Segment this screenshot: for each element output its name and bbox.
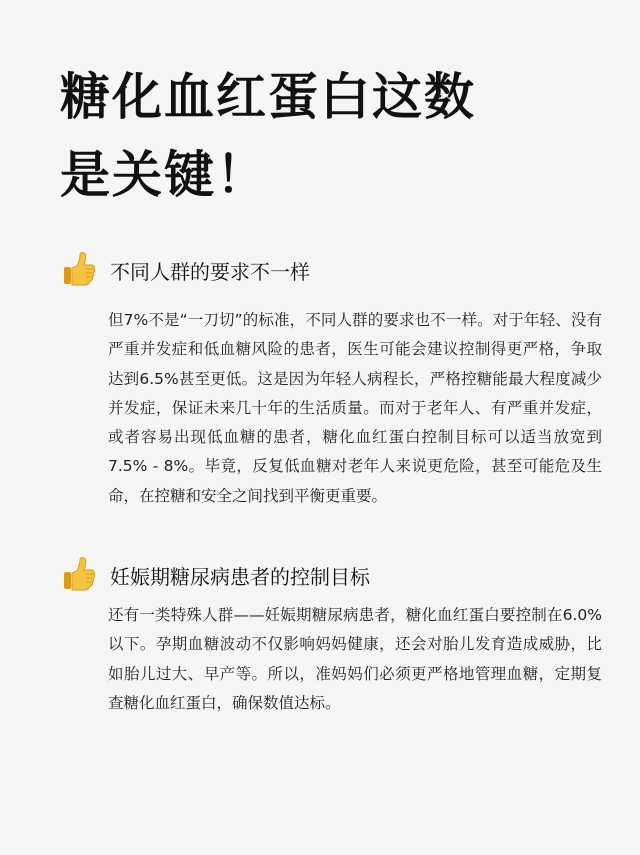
page-title-line-1: 糖化血红蛋白这数 <box>60 68 476 126</box>
page-title-line-2: 是关键！ <box>60 146 268 204</box>
section-header <box>62 250 602 290</box>
thumbs-up-icon <box>62 252 96 288</box>
thumbs-up-icon <box>62 557 96 593</box>
section-heading: 不同人群的要求不一样 <box>110 259 310 284</box>
section-heading: 妊娠期糖尿病患者的控制目标 <box>110 564 370 589</box>
section-different-groups <box>62 250 602 511</box>
section-header <box>62 555 602 595</box>
section-paragraph: 还有一类特殊人群——妊娠期糖尿病患者，糖化血红蛋白要控制在6.0%以下。孕期血糖波动不仅影响妈妈健康，还会对胎儿发育造成威胁，比如胎儿过大、早产等。所以，准妈妈们必须更严格地管理血糖，定期复查糖化血红蛋白，确保数值达标。 <box>108 606 602 712</box>
page-title <box>60 58 580 214</box>
section-paragraph: 但7%不是“一刀切”的标准，不同人群的要求也不一样。对于年轻、没有严重并发症和低血糖风险的患者，医生可能会建议控制得更严格，争取达到6.5%甚至更低。这是因为年轻人病程长，严格控糖能最大程度减少并发症，保证未来几十年的生活质量。而对于老年人、有严重并发症，或者容易出现低血糖的患者，糖化血红蛋白控制目标可以适当放宽到7.5% - 8%。毕竟，反复低血糖对老年人来说更危险，甚至可能危及生命，在控糖和安全之间找到平衡更重要。 <box>108 311 602 505</box>
section-pregnancy-diabetes <box>62 555 602 718</box>
